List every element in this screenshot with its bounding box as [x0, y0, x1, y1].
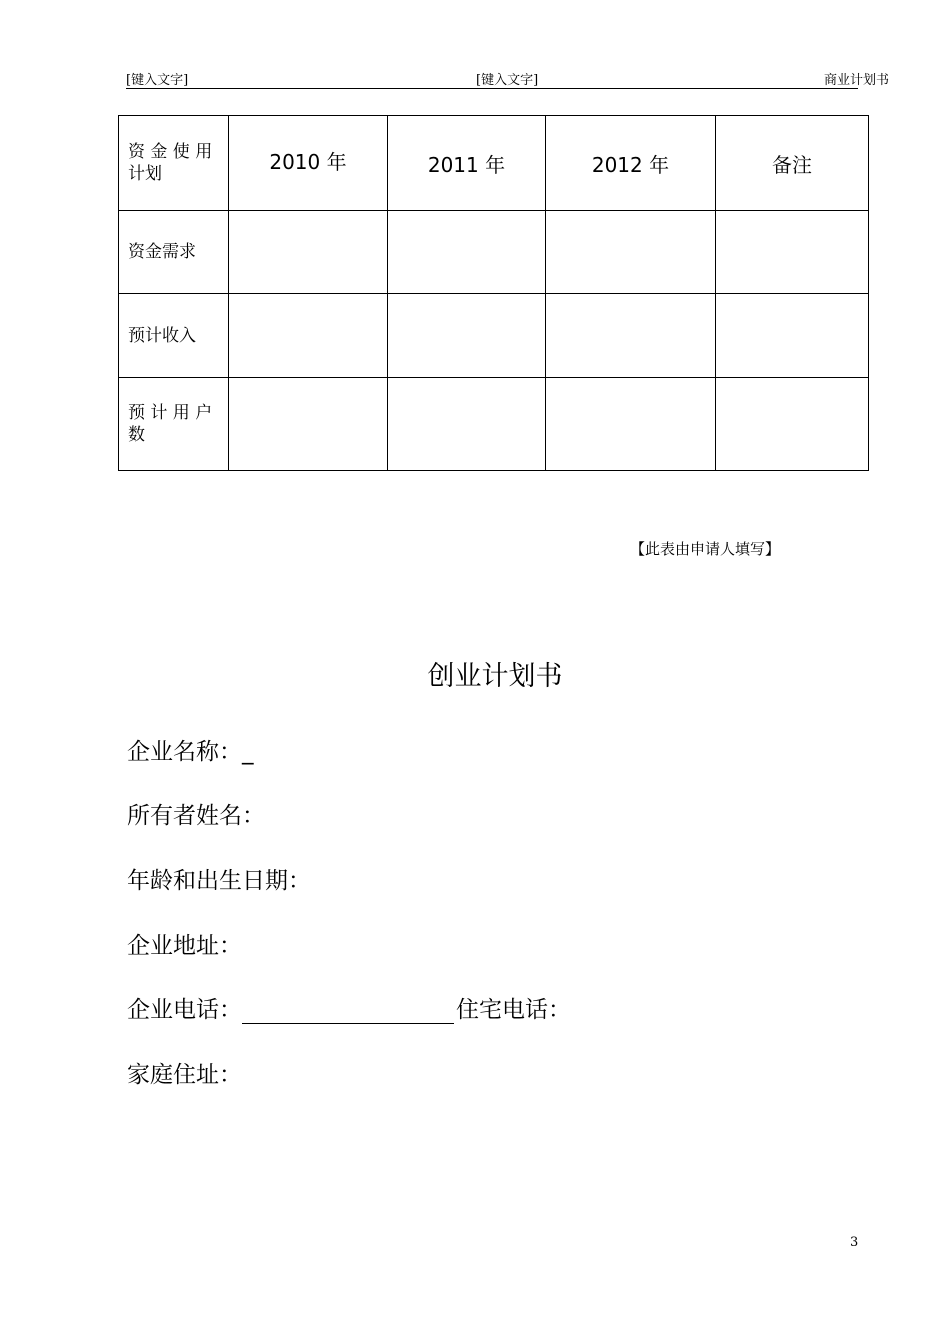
- field-home-address[interactable]: 家庭住址：: [127, 1062, 242, 1088]
- header-cell-remarks: 备注: [716, 116, 869, 211]
- header-cell-2012: 2012 年: [546, 116, 716, 211]
- row-label-expected-income: 预计收入: [119, 294, 229, 378]
- field-age-birth[interactable]: 年龄和出生日期：: [127, 868, 311, 894]
- table-cell[interactable]: [388, 294, 546, 378]
- header-cell-fund-usage: 资 金 使 用 计划: [119, 116, 229, 211]
- table-row: [119, 378, 869, 471]
- page-header: [126, 68, 890, 89]
- table-cell[interactable]: [229, 211, 388, 294]
- page-number: 3: [850, 1235, 859, 1250]
- row-label-fund-demand: 资金需求: [119, 211, 229, 294]
- table-cell[interactable]: [229, 378, 388, 471]
- table-header-row: [119, 116, 869, 211]
- header-cell-2011: 2011 年: [388, 116, 546, 211]
- table-cell[interactable]: [716, 294, 869, 378]
- table-cell[interactable]: [388, 211, 546, 294]
- field-company-phone[interactable]: 企业电话：: [127, 997, 242, 1023]
- table-cell[interactable]: [546, 294, 716, 378]
- field-owner-name[interactable]: 所有者姓名：: [127, 803, 265, 829]
- field-company-address[interactable]: 企业地址：: [127, 933, 242, 959]
- header-left-text: [键入文字]: [126, 73, 189, 88]
- header-center-text: [键入文字]: [476, 73, 539, 88]
- field-company-name[interactable]: 企业名称：_: [127, 739, 254, 765]
- field-home-phone[interactable]: 住宅电话：: [456, 997, 571, 1023]
- table-row: [119, 211, 869, 294]
- field-phone-line: [127, 991, 571, 1024]
- table-row: [119, 294, 869, 378]
- table-cell[interactable]: [546, 211, 716, 294]
- fund-usage-table: [118, 115, 869, 471]
- header-cell-2010: 2010 年: [229, 116, 388, 211]
- header-right-text: 商业计划书: [824, 73, 890, 88]
- table-cell[interactable]: [546, 378, 716, 471]
- table-cell[interactable]: [388, 378, 546, 471]
- table-cell[interactable]: [716, 378, 869, 471]
- table-note: 【此表由申请人填写】: [630, 540, 781, 558]
- company-phone-blank-line[interactable]: [242, 997, 454, 1024]
- row-label-expected-users: 预 计 用 户 数: [119, 378, 229, 471]
- document-title: 创业计划书: [427, 661, 563, 692]
- table-cell[interactable]: [716, 211, 869, 294]
- table-cell[interactable]: [229, 294, 388, 378]
